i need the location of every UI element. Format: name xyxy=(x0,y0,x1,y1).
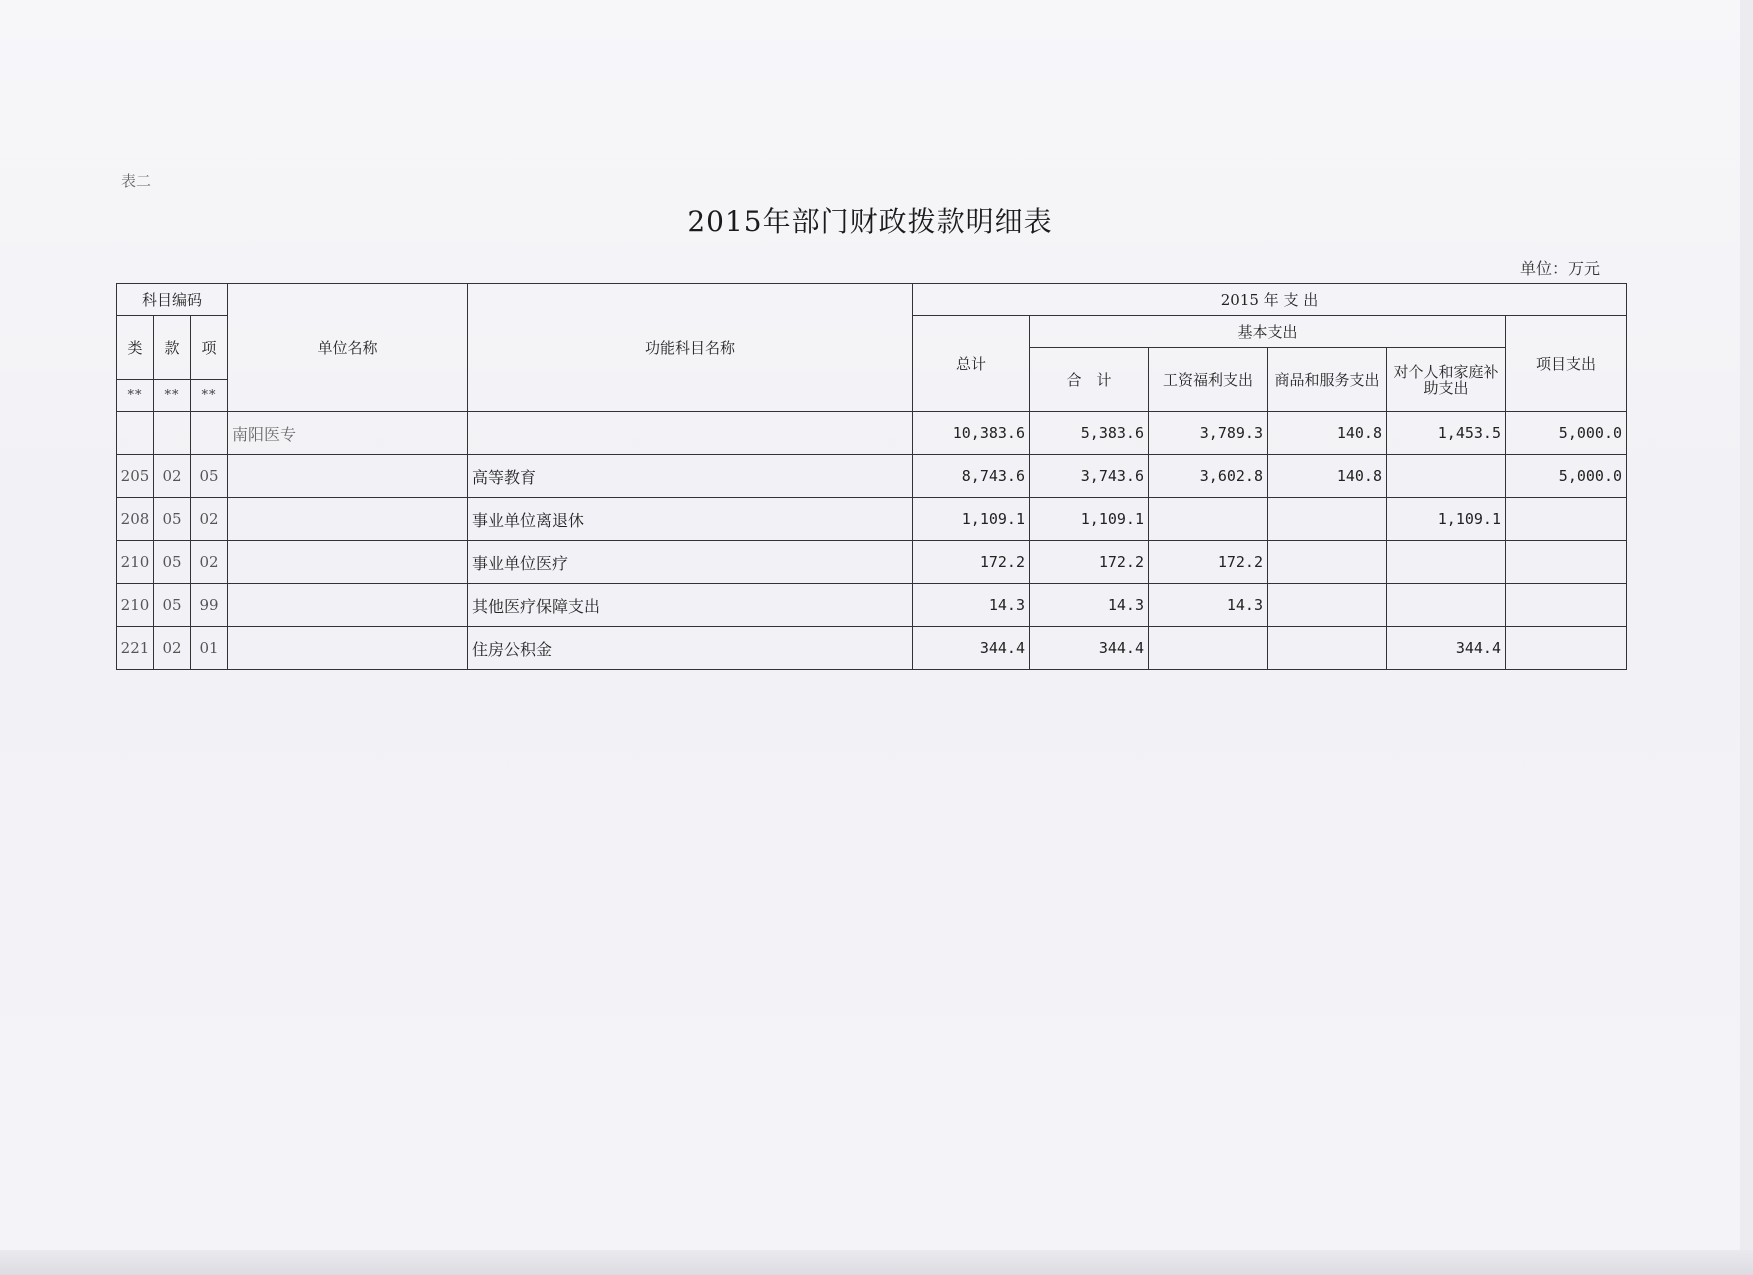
subject-code-header: 科目编码 xyxy=(117,284,228,316)
project-expense-header: 项目支出 xyxy=(1506,316,1627,412)
subtotal-cell: 14.3 xyxy=(1030,584,1149,627)
personal-cell: 1,453.5 xyxy=(1387,412,1506,455)
lei-star: ** xyxy=(117,380,154,412)
kuan-star: ** xyxy=(154,380,191,412)
expense-2015-header: 2015 年 支 出 xyxy=(913,284,1627,316)
table-row xyxy=(117,455,1627,498)
salary-cell: 172.2 xyxy=(1149,541,1268,584)
scan-right-edge xyxy=(1740,0,1753,1275)
personal-cell xyxy=(1387,541,1506,584)
lei-cell xyxy=(117,412,154,455)
project-cell xyxy=(1506,541,1627,584)
project-cell xyxy=(1506,498,1627,541)
basic-expense-header: 基本支出 xyxy=(1030,316,1506,348)
header-row-1 xyxy=(117,284,1627,316)
unit-name-cell: 南阳医专 xyxy=(228,412,468,455)
function-name-cell: 住房公积金 xyxy=(468,627,913,670)
total-cell: 172.2 xyxy=(913,541,1030,584)
lei-cell: 208 xyxy=(117,498,154,541)
subtotal-cell: 5,383.6 xyxy=(1030,412,1149,455)
kuan-cell xyxy=(154,412,191,455)
unit-name-cell xyxy=(228,584,468,627)
total-cell: 344.4 xyxy=(913,627,1030,670)
xiang-cell: 01 xyxy=(191,627,228,670)
salary-cell xyxy=(1149,627,1268,670)
salary-cell xyxy=(1149,498,1268,541)
function-name-header: 功能科目名称 xyxy=(468,284,913,412)
kuan-cell: 05 xyxy=(154,584,191,627)
kuan-cell: 02 xyxy=(154,627,191,670)
subtotal-cell: 3,743.6 xyxy=(1030,455,1149,498)
unit-name-header: 单位名称 xyxy=(228,284,468,412)
kuan-cell: 05 xyxy=(154,498,191,541)
lei-header: 类 xyxy=(117,316,154,380)
salary-header: 工资福利支出 xyxy=(1149,348,1268,412)
goods-cell xyxy=(1268,584,1387,627)
unit-name-cell xyxy=(228,627,468,670)
table-row xyxy=(117,498,1627,541)
project-cell xyxy=(1506,584,1627,627)
kuan-header: 款 xyxy=(154,316,191,380)
personal-cell xyxy=(1387,455,1506,498)
total-cell: 8,743.6 xyxy=(913,455,1030,498)
xiang-star: ** xyxy=(191,380,228,412)
lei-cell: 210 xyxy=(117,541,154,584)
total-header: 总计 xyxy=(913,316,1030,412)
table-row xyxy=(117,412,1627,455)
xiang-header: 项 xyxy=(191,316,228,380)
unit-name-cell xyxy=(228,455,468,498)
function-name-cell: 事业单位医疗 xyxy=(468,541,913,584)
subtotal-cell: 344.4 xyxy=(1030,627,1149,670)
unit-name-cell xyxy=(228,498,468,541)
goods-cell xyxy=(1268,498,1387,541)
document-title: 2015年部门财政拨款明细表 xyxy=(687,205,1053,238)
xiang-cell: 99 xyxy=(191,584,228,627)
lei-cell: 210 xyxy=(117,584,154,627)
xiang-cell: 02 xyxy=(191,498,228,541)
function-name-cell: 高等教育 xyxy=(468,455,913,498)
table-row xyxy=(117,584,1627,627)
goods-cell: 140.8 xyxy=(1268,412,1387,455)
goods-cell: 140.8 xyxy=(1268,455,1387,498)
salary-cell: 14.3 xyxy=(1149,584,1268,627)
function-name-cell: 其他医疗保障支出 xyxy=(468,584,913,627)
total-cell: 10,383.6 xyxy=(913,412,1030,455)
kuan-cell: 05 xyxy=(154,541,191,584)
salary-cell: 3,789.3 xyxy=(1149,412,1268,455)
total-cell: 14.3 xyxy=(913,584,1030,627)
function-name-cell xyxy=(468,412,913,455)
salary-cell: 3,602.8 xyxy=(1149,455,1268,498)
personal-subsidy-header: 对个人和家庭补助支出 xyxy=(1387,348,1506,412)
subtotal-cell: 172.2 xyxy=(1030,541,1149,584)
table-row xyxy=(117,627,1627,670)
project-cell: 5,000.0 xyxy=(1506,455,1627,498)
xiang-cell xyxy=(191,412,228,455)
project-cell: 5,000.0 xyxy=(1506,412,1627,455)
subtotal-header: 合 计 xyxy=(1030,348,1149,412)
personal-cell: 1,109.1 xyxy=(1387,498,1506,541)
lei-cell: 221 xyxy=(117,627,154,670)
appropriation-table xyxy=(116,283,1627,670)
unit-label: 单位：万元 xyxy=(1520,259,1601,278)
project-cell xyxy=(1506,627,1627,670)
xiang-cell: 02 xyxy=(191,541,228,584)
goods-cell xyxy=(1268,541,1387,584)
total-cell: 1,109.1 xyxy=(913,498,1030,541)
kuan-cell: 02 xyxy=(154,455,191,498)
personal-cell: 344.4 xyxy=(1387,627,1506,670)
personal-cell xyxy=(1387,584,1506,627)
table-number: 表二 xyxy=(121,172,152,190)
table-row xyxy=(117,541,1627,584)
function-name-cell: 事业单位离退休 xyxy=(468,498,913,541)
goods-cell xyxy=(1268,627,1387,670)
lei-cell: 205 xyxy=(117,455,154,498)
subtotal-cell: 1,109.1 xyxy=(1030,498,1149,541)
scan-bottom-edge xyxy=(0,1250,1753,1275)
unit-name-cell xyxy=(228,541,468,584)
xiang-cell: 05 xyxy=(191,455,228,498)
goods-services-header: 商品和服务支出 xyxy=(1268,348,1387,412)
